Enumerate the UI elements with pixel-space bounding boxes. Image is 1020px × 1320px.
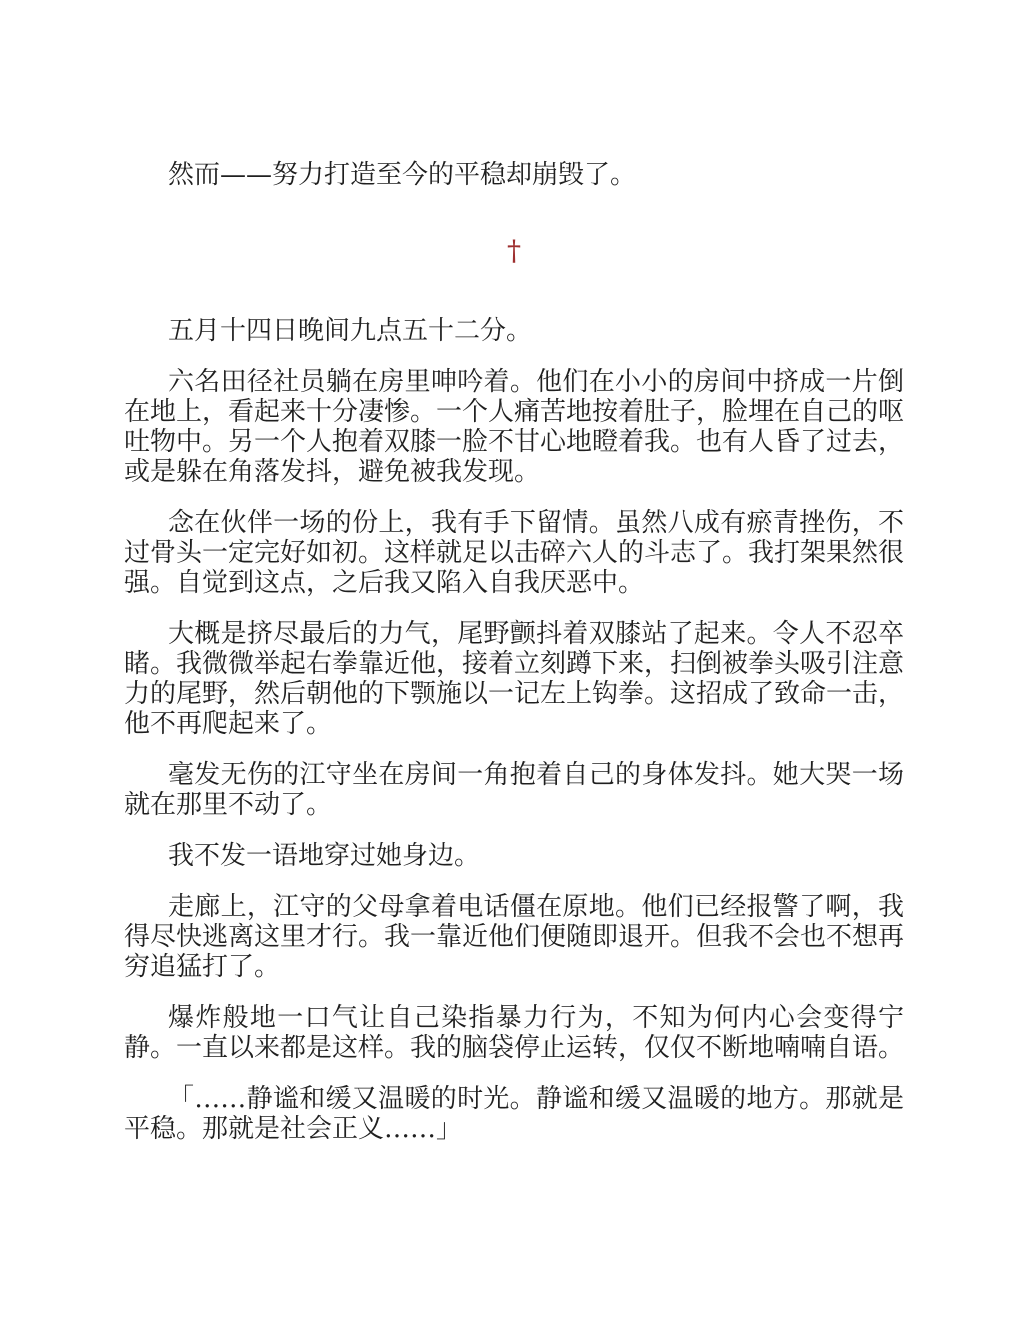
paragraph: 然而——努力打造至今的平稳却崩毁了。 — [168, 160, 637, 190]
paragraph: 爆炸般地一口气让自己染指暴力行为，不知为何内心会变得宁静。一直以来都是这样。我的脑袋停止运转，仅仅不断地喃喃自语。 — [124, 1003, 905, 1063]
paragraph: 毫发无伤的江守坐在房间一角抱着自己的身体发抖。她大哭一场就在那里不动了。 — [124, 760, 904, 820]
paragraph: 五月十四日晚间九点五十二分。 — [168, 316, 533, 346]
paragraph: 六名田径社员躺在房里呻吟着。他们在小小的房间中挤成一片倒在地上，看起来十分凄惨。一个人痛苦地按着肚子，脸埋在自己的呕吐物中。另一个人抱着双膝一脸不甘心地瞪着我。也有人昏了过去，或是躲在角落发抖，避免被我发现。 — [124, 367, 905, 487]
paragraph: 我不发一语地穿过她身边。 — [168, 841, 481, 871]
paragraph: 念在伙伴一场的份上，我有手下留情。虽然八成有瘀青挫伤，不过骨头一定完好如初。这样就足以击碎六人的斗志了。我打架果然很强。自觉到这点，之后我又陷入自我厌恶中。 — [124, 508, 905, 598]
paragraph: 走廊上，江守的父母拿着电话僵在原地。他们已经报警了啊，我得尽快逃离这里才行。我一靠近他们便随即退开。但我不会也不想再穷追猛打了。 — [124, 892, 905, 982]
section-divider — [124, 236, 904, 270]
paragraph: 「……静谧和缓又温暖的时光。静谧和缓又温暖的地方。那就是平稳。那就是社会正义……」 — [124, 1084, 904, 1144]
paragraph: 大概是挤尽最后的力气，尾野颤抖着双膝站了起来。令人不忍卒睹。我微微举起右拳靠近他，接着立刻蹲下来，扫倒被拳头吸引注意力的尾野，然后朝他的下颚施以一记左上钩拳。这招成了致命一击，他不再爬起来了。 — [124, 619, 905, 739]
dagger-icon: † — [507, 234, 521, 267]
text-content — [124, 160, 904, 1165]
